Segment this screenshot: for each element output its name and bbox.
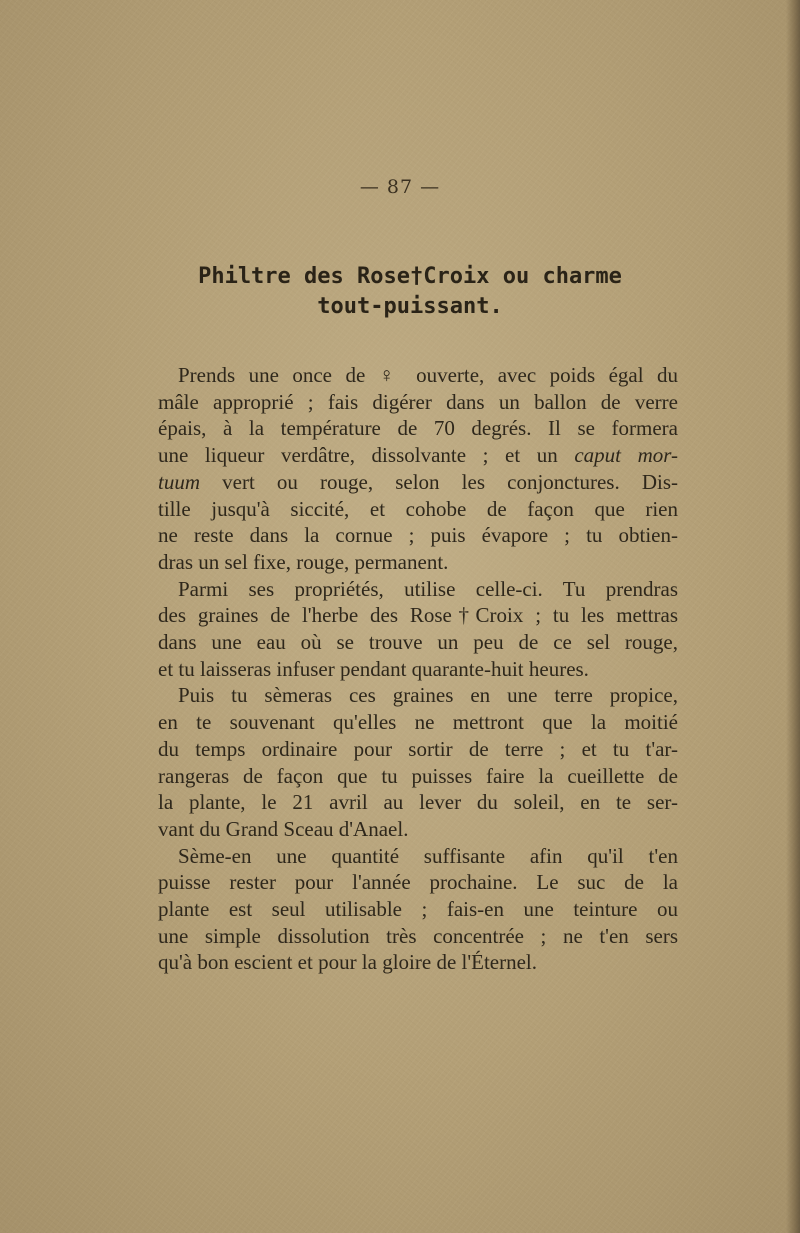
text-line: Prends une once de ♀ ouverte, avec poids égal du [178,363,678,387]
page-number: — 87 — [359,176,441,198]
italic-term: caput mor- [574,443,678,468]
text-line: du temps ordinaire pour sortir de terre ; et tu t'ar- [158,736,678,761]
text-line: plante est seul utilisable ; fais-en une teinture ou [158,897,678,922]
text-segment: vert ou rouge, selon les conjonctures. Dis- [200,469,678,494]
text-line: mâle approprié ; fais digérer dans un ballon de verre [158,389,678,414]
italic-term: tuum [158,469,200,494]
text-line: tille jusqu'à siccité, et cohobe de façon que rien [158,496,678,521]
text-line: Parmi ses propriétés, utilise celle-ci. Tu prendras [178,576,678,601]
text-line: Sème-en une quantité suffisante afin qu'il t'en [178,843,678,868]
text-line: ne reste dans la cornue ; puis évapore ; tu obtien- [158,523,678,548]
text-line [158,469,678,496]
text-line [158,442,678,469]
chapter-title-line-1: Philtre des Rose†Croix ou charme [198,264,622,289]
text-line: rangeras de façon que tu puisses faire la cueillette de [158,763,678,788]
text-line: qu'à bon escient et pour la gloire de l'Éternel. [158,950,538,975]
body-text [158,362,678,976]
text-line: la plante, le 21 avril au lever du soleil, en te ser- [158,790,678,815]
text-line: une simple dissolution très concentrée ; ne t'en sers [158,923,678,948]
text-line: et tu laisseras infuser pendant quarante-huit heures. [158,656,589,681]
text-line: Puis tu sèmeras ces graines en une terre propice, [178,683,678,708]
text-segment: une liqueur verdâtre, dissolvante ; et un [158,443,575,468]
text-line: en te souvenant qu'elles ne mettront que la moitié [158,710,678,735]
text-line: dans une eau où se trouve un peu de ce sel rouge, [158,630,678,655]
text-line: dras un sel fixe, rouge, permanent. [158,549,449,574]
text-line: épais, à la température de 70 degrés. Il se formera [158,416,678,441]
text-line: puisse rester pour l'année prochaine. Le suc de la [158,870,678,895]
text-line: vant du Grand Sceau d'Anael. [158,816,409,841]
chapter-title [130,262,690,322]
chapter-title-line-2: tout-puissant. [317,294,503,319]
text-line: des graines de l'herbe des Rose†Croix ; tu les mettras [158,603,678,628]
